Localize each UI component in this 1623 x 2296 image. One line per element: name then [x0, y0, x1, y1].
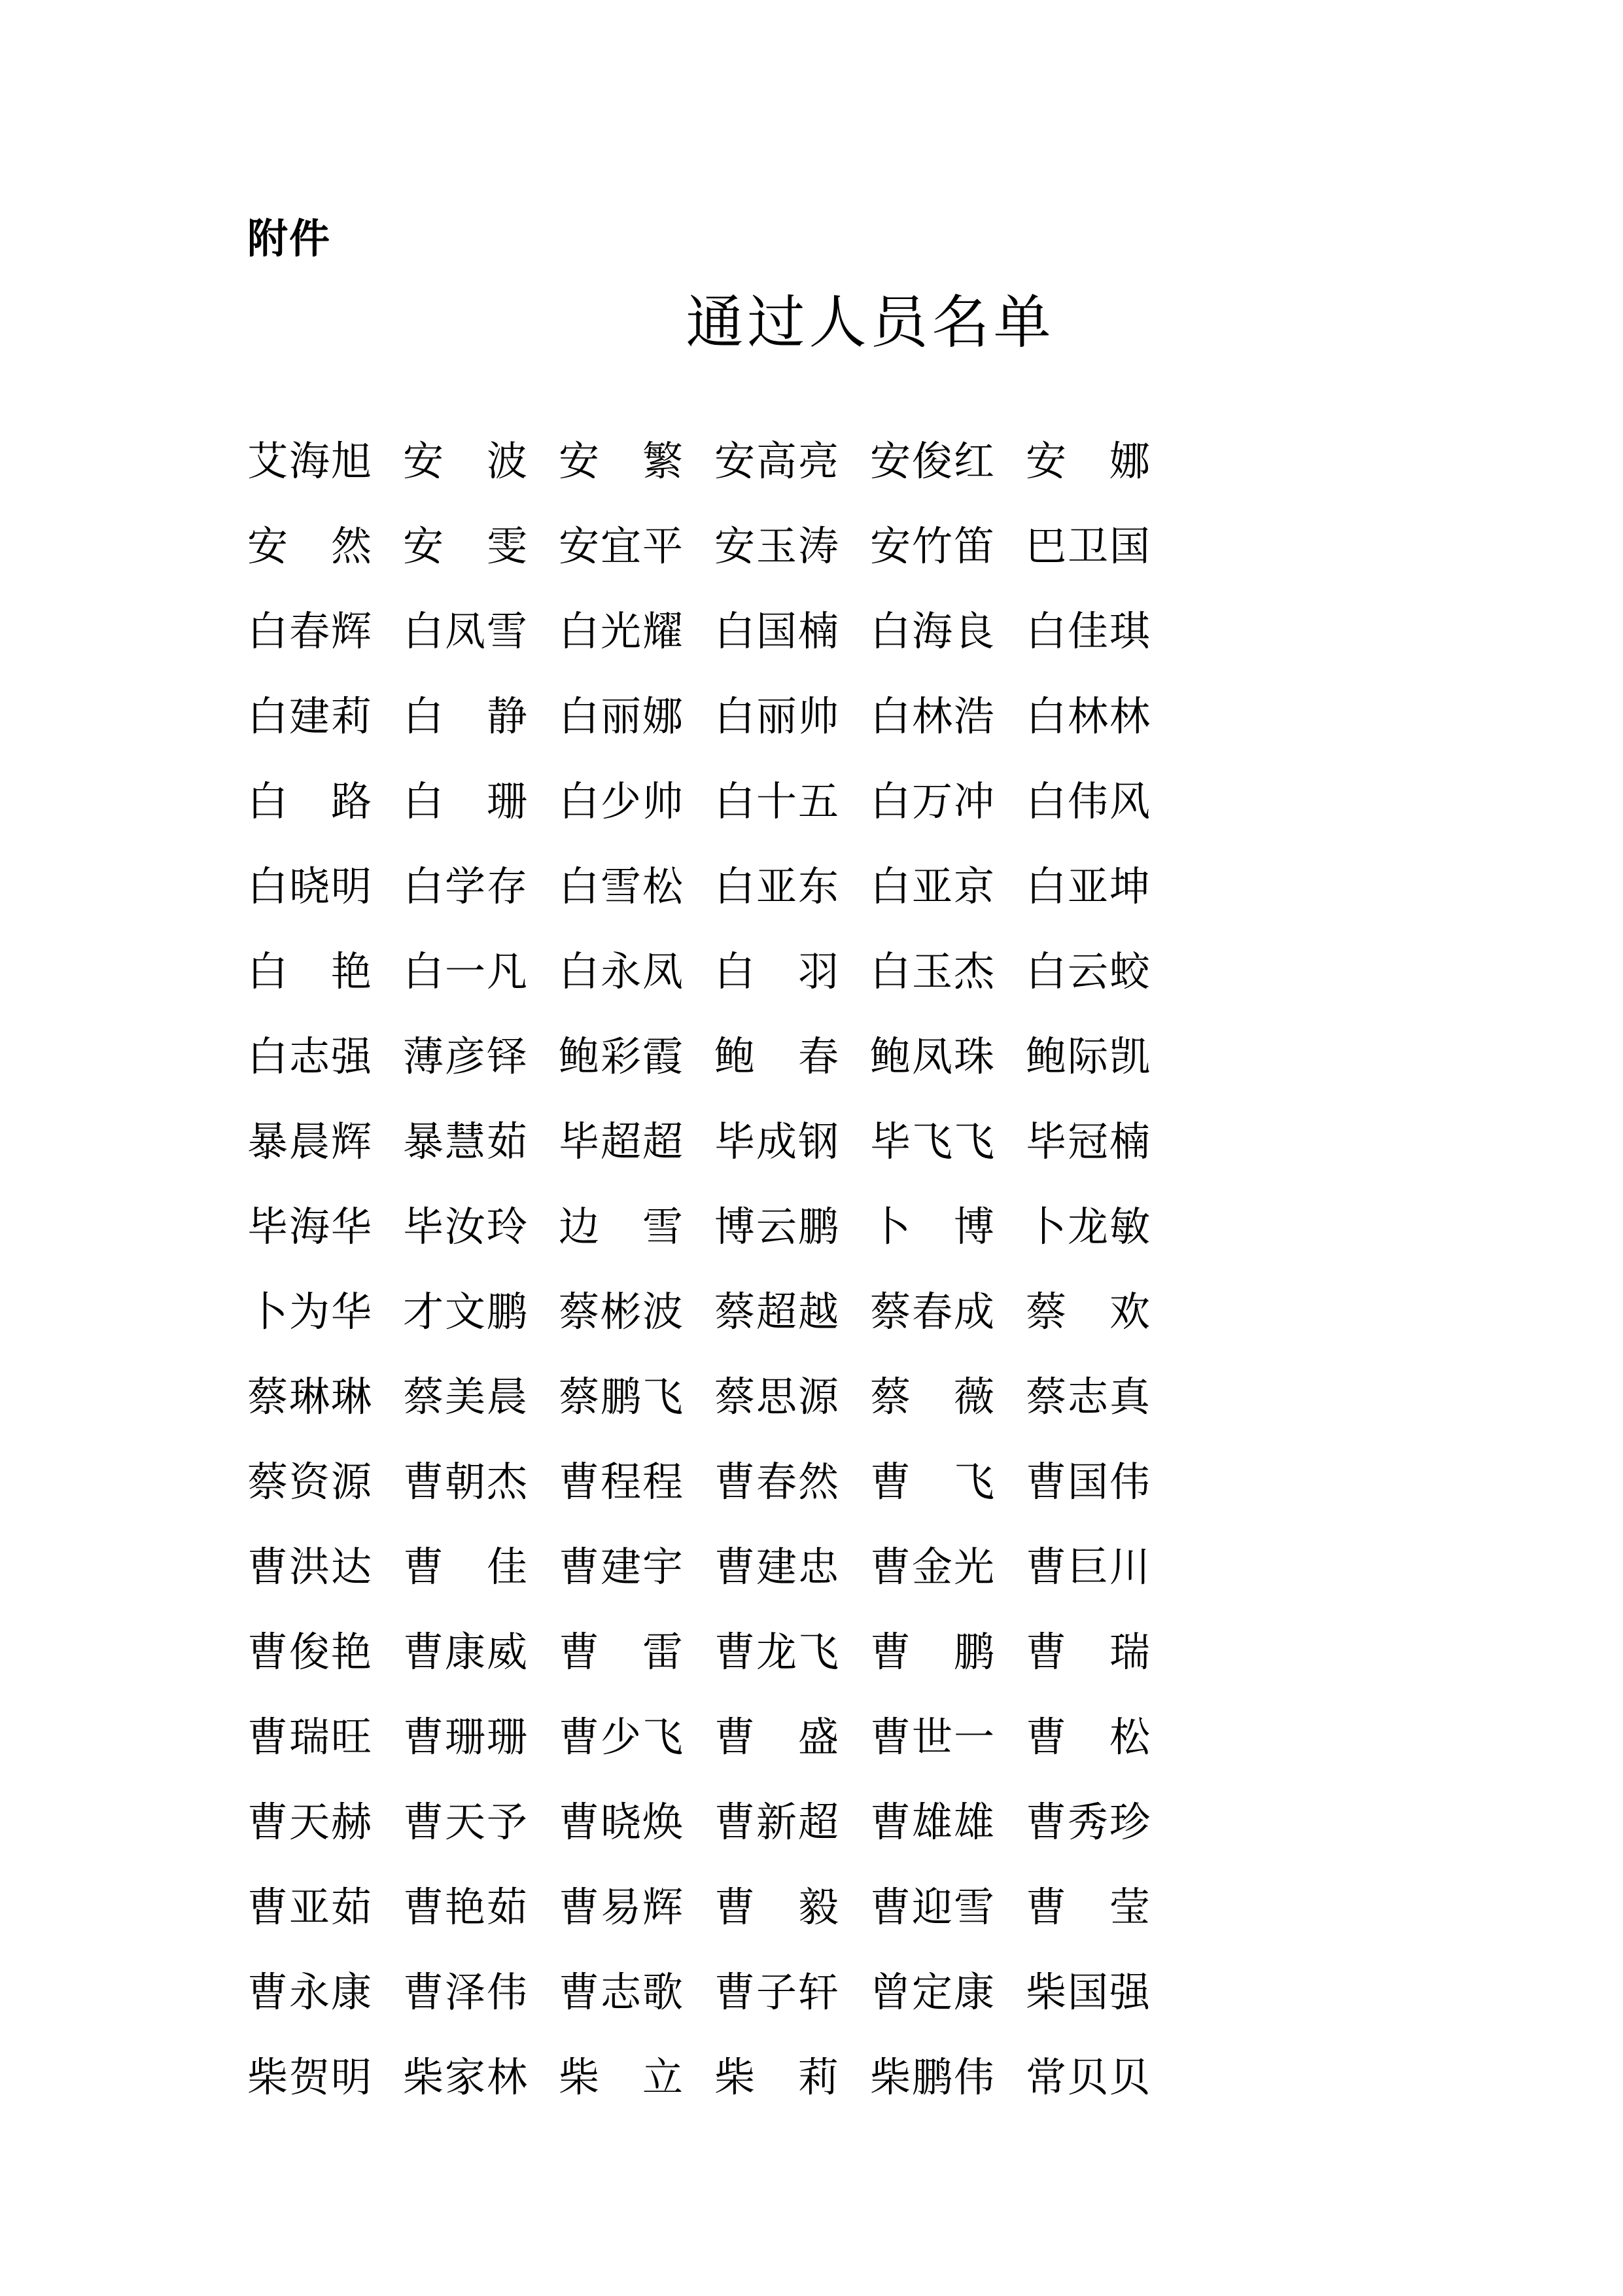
name-entry: 白春辉 — [247, 607, 372, 655]
name-entry: 白亚东 — [714, 862, 839, 910]
name-entry: 曹洪达 — [247, 1543, 372, 1591]
name-entry: 曹建忠 — [714, 1543, 839, 1591]
name-row — [247, 929, 1163, 1014]
name-entry: 曹金光 — [870, 1543, 995, 1591]
name-row — [247, 1525, 1163, 1610]
name-entry: 蔡春成 — [870, 1288, 995, 1335]
name-entry: 蔡资源 — [247, 1458, 372, 1506]
name-entry: 鲍凤珠 — [870, 1033, 995, 1080]
name-entry: 曹 鹏 — [870, 1628, 995, 1676]
name-row — [247, 1014, 1163, 1099]
name-entry: 白亚坤 — [1026, 862, 1151, 910]
name-entry: 白学存 — [403, 862, 528, 910]
name-entry: 曹子轩 — [714, 1968, 839, 2016]
name-entry: 卜龙敏 — [1026, 1203, 1151, 1250]
name-entry: 白海良 — [870, 607, 995, 655]
name-entry: 蔡超越 — [714, 1288, 839, 1335]
name-entry: 曹 雷 — [559, 1628, 684, 1676]
name-entry: 毕飞飞 — [870, 1118, 995, 1165]
name-entry: 白丽娜 — [559, 692, 684, 740]
name-row — [247, 674, 1163, 759]
name-entry: 白志强 — [247, 1033, 372, 1080]
name-row — [247, 2035, 1163, 2120]
name-entry: 巴卫国 — [1026, 522, 1151, 570]
name-entry: 柴 莉 — [714, 2053, 839, 2101]
name-entry: 暴慧茹 — [403, 1118, 528, 1165]
name-entry: 白国楠 — [714, 607, 839, 655]
name-entry: 白晓明 — [247, 862, 372, 910]
name-entry: 曹少飞 — [559, 1713, 684, 1761]
name-entry: 曹天予 — [403, 1798, 528, 1846]
name-entry: 曹易辉 — [559, 1883, 684, 1931]
page-title-text: 通过人员名单 — [686, 289, 1055, 356]
name-entry: 毕冠楠 — [1026, 1118, 1151, 1165]
name-entry: 毕汝玲 — [403, 1203, 528, 1250]
name-entry: 柴 立 — [559, 2053, 684, 2101]
name-entry: 安高亮 — [714, 437, 839, 485]
name-entry: 鲍际凯 — [1026, 1033, 1151, 1080]
name-entry: 白光耀 — [559, 607, 684, 655]
name-entry: 白万冲 — [870, 777, 995, 825]
name-entry: 鲍彩霞 — [559, 1033, 684, 1080]
name-entry: 蔡 欢 — [1026, 1288, 1151, 1335]
name-entry: 白 静 — [403, 692, 528, 740]
name-entry: 卜为华 — [247, 1288, 372, 1335]
name-row — [247, 1610, 1163, 1695]
name-entry: 常贝贝 — [1026, 2053, 1151, 2101]
name-entry: 才文鹏 — [403, 1288, 528, 1335]
name-entry: 毕成钢 — [714, 1118, 839, 1165]
name-entry: 白玉杰 — [870, 947, 995, 995]
name-entry: 柴国强 — [1026, 1968, 1151, 2016]
name-entry: 安竹笛 — [870, 522, 995, 570]
name-row — [247, 1354, 1163, 1439]
name-list — [247, 419, 1163, 2120]
name-entry: 鲍 春 — [714, 1033, 839, 1080]
name-entry: 白 羽 — [714, 947, 839, 995]
name-entry: 白一凡 — [403, 947, 528, 995]
name-entry: 曹艳茹 — [403, 1883, 528, 1931]
name-entry: 曹 飞 — [870, 1458, 995, 1506]
name-entry: 安 雯 — [403, 522, 528, 570]
name-entry: 曹雄雄 — [870, 1798, 995, 1846]
name-entry: 蔡琳琳 — [247, 1373, 372, 1421]
name-entry: 曹永康 — [247, 1968, 372, 2016]
name-entry: 卜 博 — [870, 1203, 995, 1250]
name-entry: 柴鹏伟 — [870, 2053, 995, 2101]
name-entry: 曹新超 — [714, 1798, 839, 1846]
name-entry: 安玉涛 — [714, 522, 839, 570]
name-entry: 白林林 — [1026, 692, 1151, 740]
name-entry: 蔡美晨 — [403, 1373, 528, 1421]
name-entry: 白亚京 — [870, 862, 995, 910]
name-entry: 白佳琪 — [1026, 607, 1151, 655]
name-row — [247, 844, 1163, 929]
name-entry: 白十五 — [714, 777, 839, 825]
name-entry: 曹国伟 — [1026, 1458, 1151, 1506]
name-entry: 毕超超 — [559, 1118, 684, 1165]
name-entry: 白 路 — [247, 777, 372, 825]
name-entry: 曹瑞旺 — [247, 1713, 372, 1761]
name-entry: 曹俊艳 — [247, 1628, 372, 1676]
name-entry: 曹 盛 — [714, 1713, 839, 1761]
name-entry: 曹迎雪 — [870, 1883, 995, 1931]
name-entry: 白 艳 — [247, 947, 372, 995]
name-entry: 白雪松 — [559, 862, 684, 910]
name-entry: 柴家林 — [403, 2053, 528, 2101]
name-entry: 白云蛟 — [1026, 947, 1151, 995]
name-row — [247, 1439, 1163, 1525]
name-entry: 曹建宇 — [559, 1543, 684, 1591]
name-entry: 曹朝杰 — [403, 1458, 528, 1506]
name-entry: 安 波 — [403, 437, 528, 485]
name-entry: 蔡彬波 — [559, 1288, 684, 1335]
name-entry: 白 珊 — [403, 777, 528, 825]
name-entry: 安 然 — [247, 522, 372, 570]
name-entry: 白少帅 — [559, 777, 684, 825]
name-entry: 蔡鹏飞 — [559, 1373, 684, 1421]
name-entry: 安俊红 — [870, 437, 995, 485]
name-entry: 曹 瑞 — [1026, 1628, 1151, 1676]
attachment-label: 附件 — [247, 215, 332, 262]
name-row — [247, 1695, 1163, 1780]
name-entry: 曹龙飞 — [714, 1628, 839, 1676]
name-entry: 暴晨辉 — [247, 1118, 372, 1165]
name-row — [247, 1780, 1163, 1865]
name-entry: 曹 松 — [1026, 1713, 1151, 1761]
name-entry: 曹泽伟 — [403, 1968, 528, 2016]
name-row — [247, 759, 1163, 844]
name-row — [247, 1950, 1163, 2035]
name-entry: 柴贺明 — [247, 2053, 372, 2101]
name-entry: 曹 毅 — [714, 1883, 839, 1931]
name-entry: 曹春然 — [714, 1458, 839, 1506]
name-entry: 白林浩 — [870, 692, 995, 740]
name-entry: 安宜平 — [559, 522, 684, 570]
name-entry: 曹 佳 — [403, 1543, 528, 1591]
name-entry: 薄彦铎 — [403, 1033, 528, 1080]
name-entry: 曹 莹 — [1026, 1883, 1151, 1931]
name-entry: 曹康威 — [403, 1628, 528, 1676]
name-entry: 安 娜 — [1026, 437, 1151, 485]
name-row — [247, 589, 1163, 674]
page-title — [0, 287, 1623, 359]
name-row — [247, 1269, 1163, 1354]
name-entry: 曹秀珍 — [1026, 1798, 1151, 1846]
name-entry: 白丽帅 — [714, 692, 839, 740]
name-entry: 白伟风 — [1026, 777, 1151, 825]
name-entry: 蔡思源 — [714, 1373, 839, 1421]
name-entry: 蔡 薇 — [870, 1373, 995, 1421]
name-entry: 曹亚茹 — [247, 1883, 372, 1931]
name-entry: 白永凤 — [559, 947, 684, 995]
name-entry: 曹世一 — [870, 1713, 995, 1761]
name-entry: 曹天赫 — [247, 1798, 372, 1846]
name-entry: 艾海旭 — [247, 437, 372, 485]
name-entry: 白凤雪 — [403, 607, 528, 655]
name-entry: 曹巨川 — [1026, 1543, 1151, 1591]
name-entry: 蔡志真 — [1026, 1373, 1151, 1421]
name-entry: 曾定康 — [870, 1968, 995, 2016]
name-row — [247, 1099, 1163, 1184]
name-entry: 博云鹏 — [714, 1203, 839, 1250]
name-entry: 曹珊珊 — [403, 1713, 528, 1761]
name-row — [247, 1184, 1163, 1269]
name-entry: 曹志歌 — [559, 1968, 684, 2016]
name-entry: 曹晓焕 — [559, 1798, 684, 1846]
name-row — [247, 1865, 1163, 1950]
name-entry: 边 雪 — [559, 1203, 684, 1250]
name-entry: 曹程程 — [559, 1458, 684, 1506]
name-entry: 安 繁 — [559, 437, 684, 485]
name-entry: 白建莉 — [247, 692, 372, 740]
name-row — [247, 504, 1163, 589]
name-entry: 毕海华 — [247, 1203, 372, 1250]
name-row — [247, 419, 1163, 504]
